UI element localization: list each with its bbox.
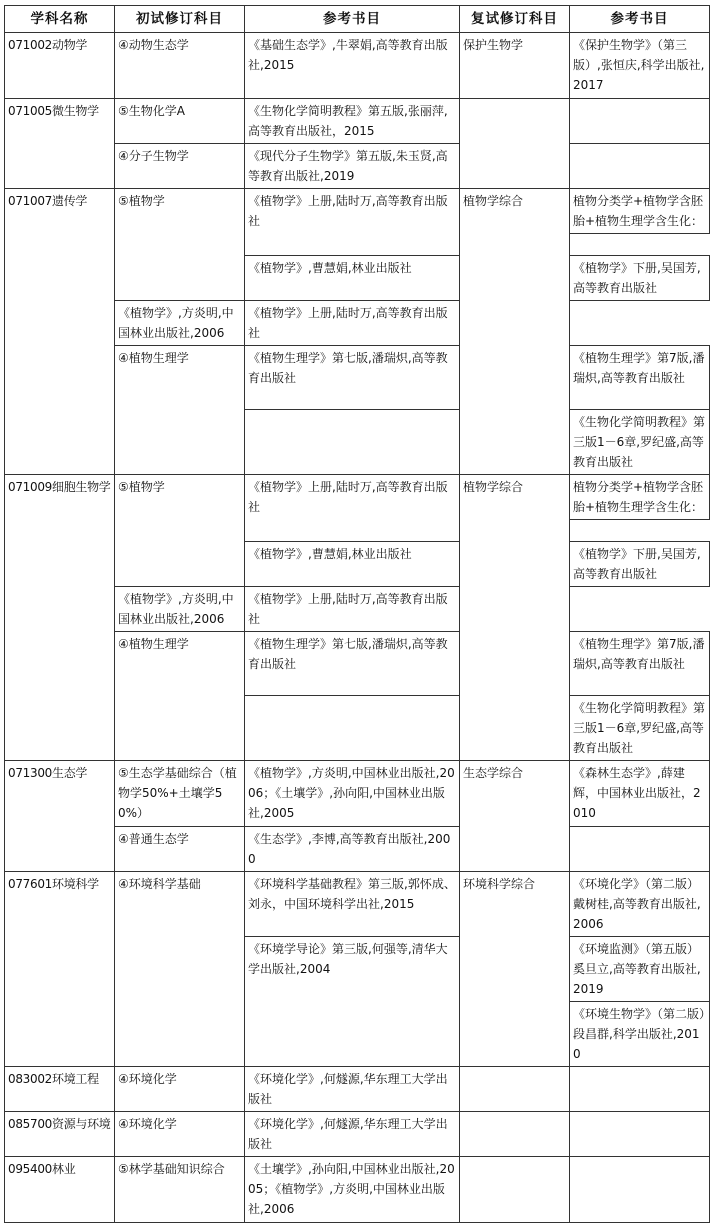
reference-cell: 《植物生理学》第七版,潘瑞炽,高等教育出版社 <box>245 346 460 410</box>
retest-reference-cell: 《植物学》下册,吴国芳,高等教育出版社 <box>570 542 710 587</box>
reference-cell <box>245 696 460 761</box>
major-cell: 077601环境科学 <box>5 872 115 1067</box>
syllabus-table <box>4 5 710 1223</box>
reference-cell: 《环境科学基础教程》第三版,郭怀成、刘永，中国环境科学出社,2015 <box>245 872 460 937</box>
major-cell: 071002动物学 <box>5 33 115 99</box>
header-initial-refs: 参考书目 <box>245 6 460 33</box>
major-cell: 071300生态学 <box>5 761 115 872</box>
header-initial-subject: 初试修订科目 <box>115 6 245 33</box>
reference-cell: 《植物学》,曹慧娟,林业出版社 <box>245 542 460 587</box>
table-row <box>5 1112 710 1157</box>
subject-cell: ⑤植物学 <box>115 475 245 587</box>
subject-cell: ⑤植物学 <box>115 189 245 301</box>
retest-reference-cell <box>570 99 710 144</box>
reference-cell: 《植物生理学》第七版,潘瑞炽,高等教育出版社 <box>245 632 460 696</box>
retest-reference-cell: 《植物生理学》第7版,潘瑞炽,高等教育出版社 <box>570 632 710 696</box>
reference-cell: 《植物学》上册,陆时万,高等教育出版社 <box>245 475 460 542</box>
reference-cell: 《土壤学》,孙向阳,中国林业出版社,2005；《植物学》,方炎明,中国林业出版社,2006 <box>245 1157 460 1223</box>
subject-cell: ④普通生态学 <box>115 827 245 872</box>
reference-cell: 《植物学》,方炎明,中国林业出版社,2006；《土壤学》,孙向阳,中国林业出版社,2005 <box>245 761 460 827</box>
retest-subject-cell <box>460 99 570 189</box>
retest-subject-cell: 植物学综合 <box>460 189 570 475</box>
subject-cell: ④动物生态学 <box>115 33 245 99</box>
retest-subject-cell: 环境科学综合 <box>460 872 570 1067</box>
reference-cell: 《植物学》,曹慧娟,林业出版社 <box>245 256 460 301</box>
reference-cell: 《植物学》上册,陆时万,高等教育出版社 <box>245 189 460 256</box>
retest-reference-cell <box>570 144 710 189</box>
retest-reference-cell: 《生物化学简明教程》第三版1－6章,罗纪盛,高等教育出版社 <box>570 410 710 475</box>
retest-reference-cell: 《森林生态学》,薛建辉，中国林业出版社，2010 <box>570 761 710 827</box>
retest-reference-cell <box>570 1157 710 1223</box>
subject-cell: ④环境科学基础 <box>115 872 245 1067</box>
table-row <box>5 872 710 937</box>
reference-cell: 《环境化学》,何燧源,华东理工大学出版社 <box>245 1067 460 1112</box>
table-row <box>5 189 710 234</box>
major-cell: 083002环境工程 <box>5 1067 115 1112</box>
subject-cell: ④分子生物学 <box>115 144 245 189</box>
table-row <box>5 761 710 827</box>
reference-cell: 《基础生态学》,牛翠娟,高等教育出版社,2015 <box>245 33 460 99</box>
retest-reference-cell: 植物分类学+植物学含胚胎+植物生理学含生化： <box>570 475 710 520</box>
retest-reference-cell: 《生物化学简明教程》第三版1－6章,罗纪盛,高等教育出版社 <box>570 696 710 761</box>
header-retest-subject: 复试修订科目 <box>460 6 570 33</box>
header-retest-refs: 参考书目 <box>570 6 710 33</box>
reference-cell: 《现代分子生物学》第五版,朱玉贤,高等教育出版社,2019 <box>245 144 460 189</box>
subject-cell: ④环境化学 <box>115 1067 245 1112</box>
subject-cell: ④植物生理学 <box>115 632 245 761</box>
major-cell: 071005微生物学 <box>5 99 115 189</box>
reference-cell: 《生态学》,李博,高等教育出版社,2000 <box>245 827 460 872</box>
retest-subject-cell <box>460 1067 570 1112</box>
retest-reference-cell: 《植物学》下册,吴国芳,高等教育出版社 <box>570 256 710 301</box>
subject-cell: ⑤生态学基础综合（植物学50%+土壤学50%） <box>115 761 245 827</box>
retest-subject-cell: 生态学综合 <box>460 761 570 872</box>
table-row <box>5 1157 710 1223</box>
retest-reference-cell: 《环境生物学》（第二版）段昌群,科学出版社,2010 <box>570 1002 710 1067</box>
retest-subject-cell <box>460 1157 570 1223</box>
reference-cell <box>245 410 460 475</box>
subject-cell: ④环境化学 <box>115 1112 245 1157</box>
retest-reference-cell <box>570 1067 710 1112</box>
reference-cell: 《环境化学》,何燧源,华东理工大学出版社 <box>245 1112 460 1157</box>
header-row <box>5 6 710 33</box>
retest-subject-cell: 植物学综合 <box>460 475 570 761</box>
retest-reference-cell: 《环境化学》（第二版）戴树桂,高等教育出版社,2006 <box>570 872 710 937</box>
subject-cell: ⑤林学基础知识综合 <box>115 1157 245 1223</box>
reference-cell: 《植物学》,方炎明,中国林业出版社,2006 <box>115 301 245 346</box>
header-major: 学科名称 <box>5 6 115 33</box>
retest-subject-cell <box>460 1112 570 1157</box>
retest-reference-cell: 《环境监测》（第五版）奚旦立,高等教育出版社,2019 <box>570 937 710 1002</box>
major-cell: 071007遗传学 <box>5 189 115 475</box>
reference-cell: 《植物学》,方炎明,中国林业出版社,2006 <box>115 587 245 632</box>
table-row <box>5 475 710 520</box>
retest-reference-cell <box>570 1112 710 1157</box>
major-cell: 071009细胞生物学 <box>5 475 115 761</box>
retest-reference-cell: 植物分类学+植物学含胚胎+植物生理学含生化： <box>570 189 710 234</box>
reference-cell: 《环境学导论》第三版,何强等,清华大学出版社,2004 <box>245 937 460 1067</box>
table-row <box>5 1067 710 1112</box>
major-cell: 095400林业 <box>5 1157 115 1223</box>
subject-cell: ⑤生物化学A <box>115 99 245 144</box>
retest-reference-cell: 《植物学》上册,陆时万,高等教育出版社 <box>245 301 460 346</box>
reference-cell: 《生物化学简明教程》第五版,张丽萍,高等教育出版社，2015 <box>245 99 460 144</box>
retest-reference-cell <box>570 827 710 872</box>
major-cell: 085700资源与环境 <box>5 1112 115 1157</box>
retest-subject-cell: 保护生物学 <box>460 33 570 99</box>
table-row <box>5 33 710 99</box>
retest-reference-cell: 《保护生物学》（第三版）,张恒庆,科学出版社,2017 <box>570 33 710 99</box>
subject-cell: ④植物生理学 <box>115 346 245 475</box>
retest-reference-cell: 《植物生理学》第7版,潘瑞炽,高等教育出版社 <box>570 346 710 410</box>
retest-reference-cell: 《植物学》上册,陆时万,高等教育出版社 <box>245 587 460 632</box>
table-row <box>5 99 710 144</box>
